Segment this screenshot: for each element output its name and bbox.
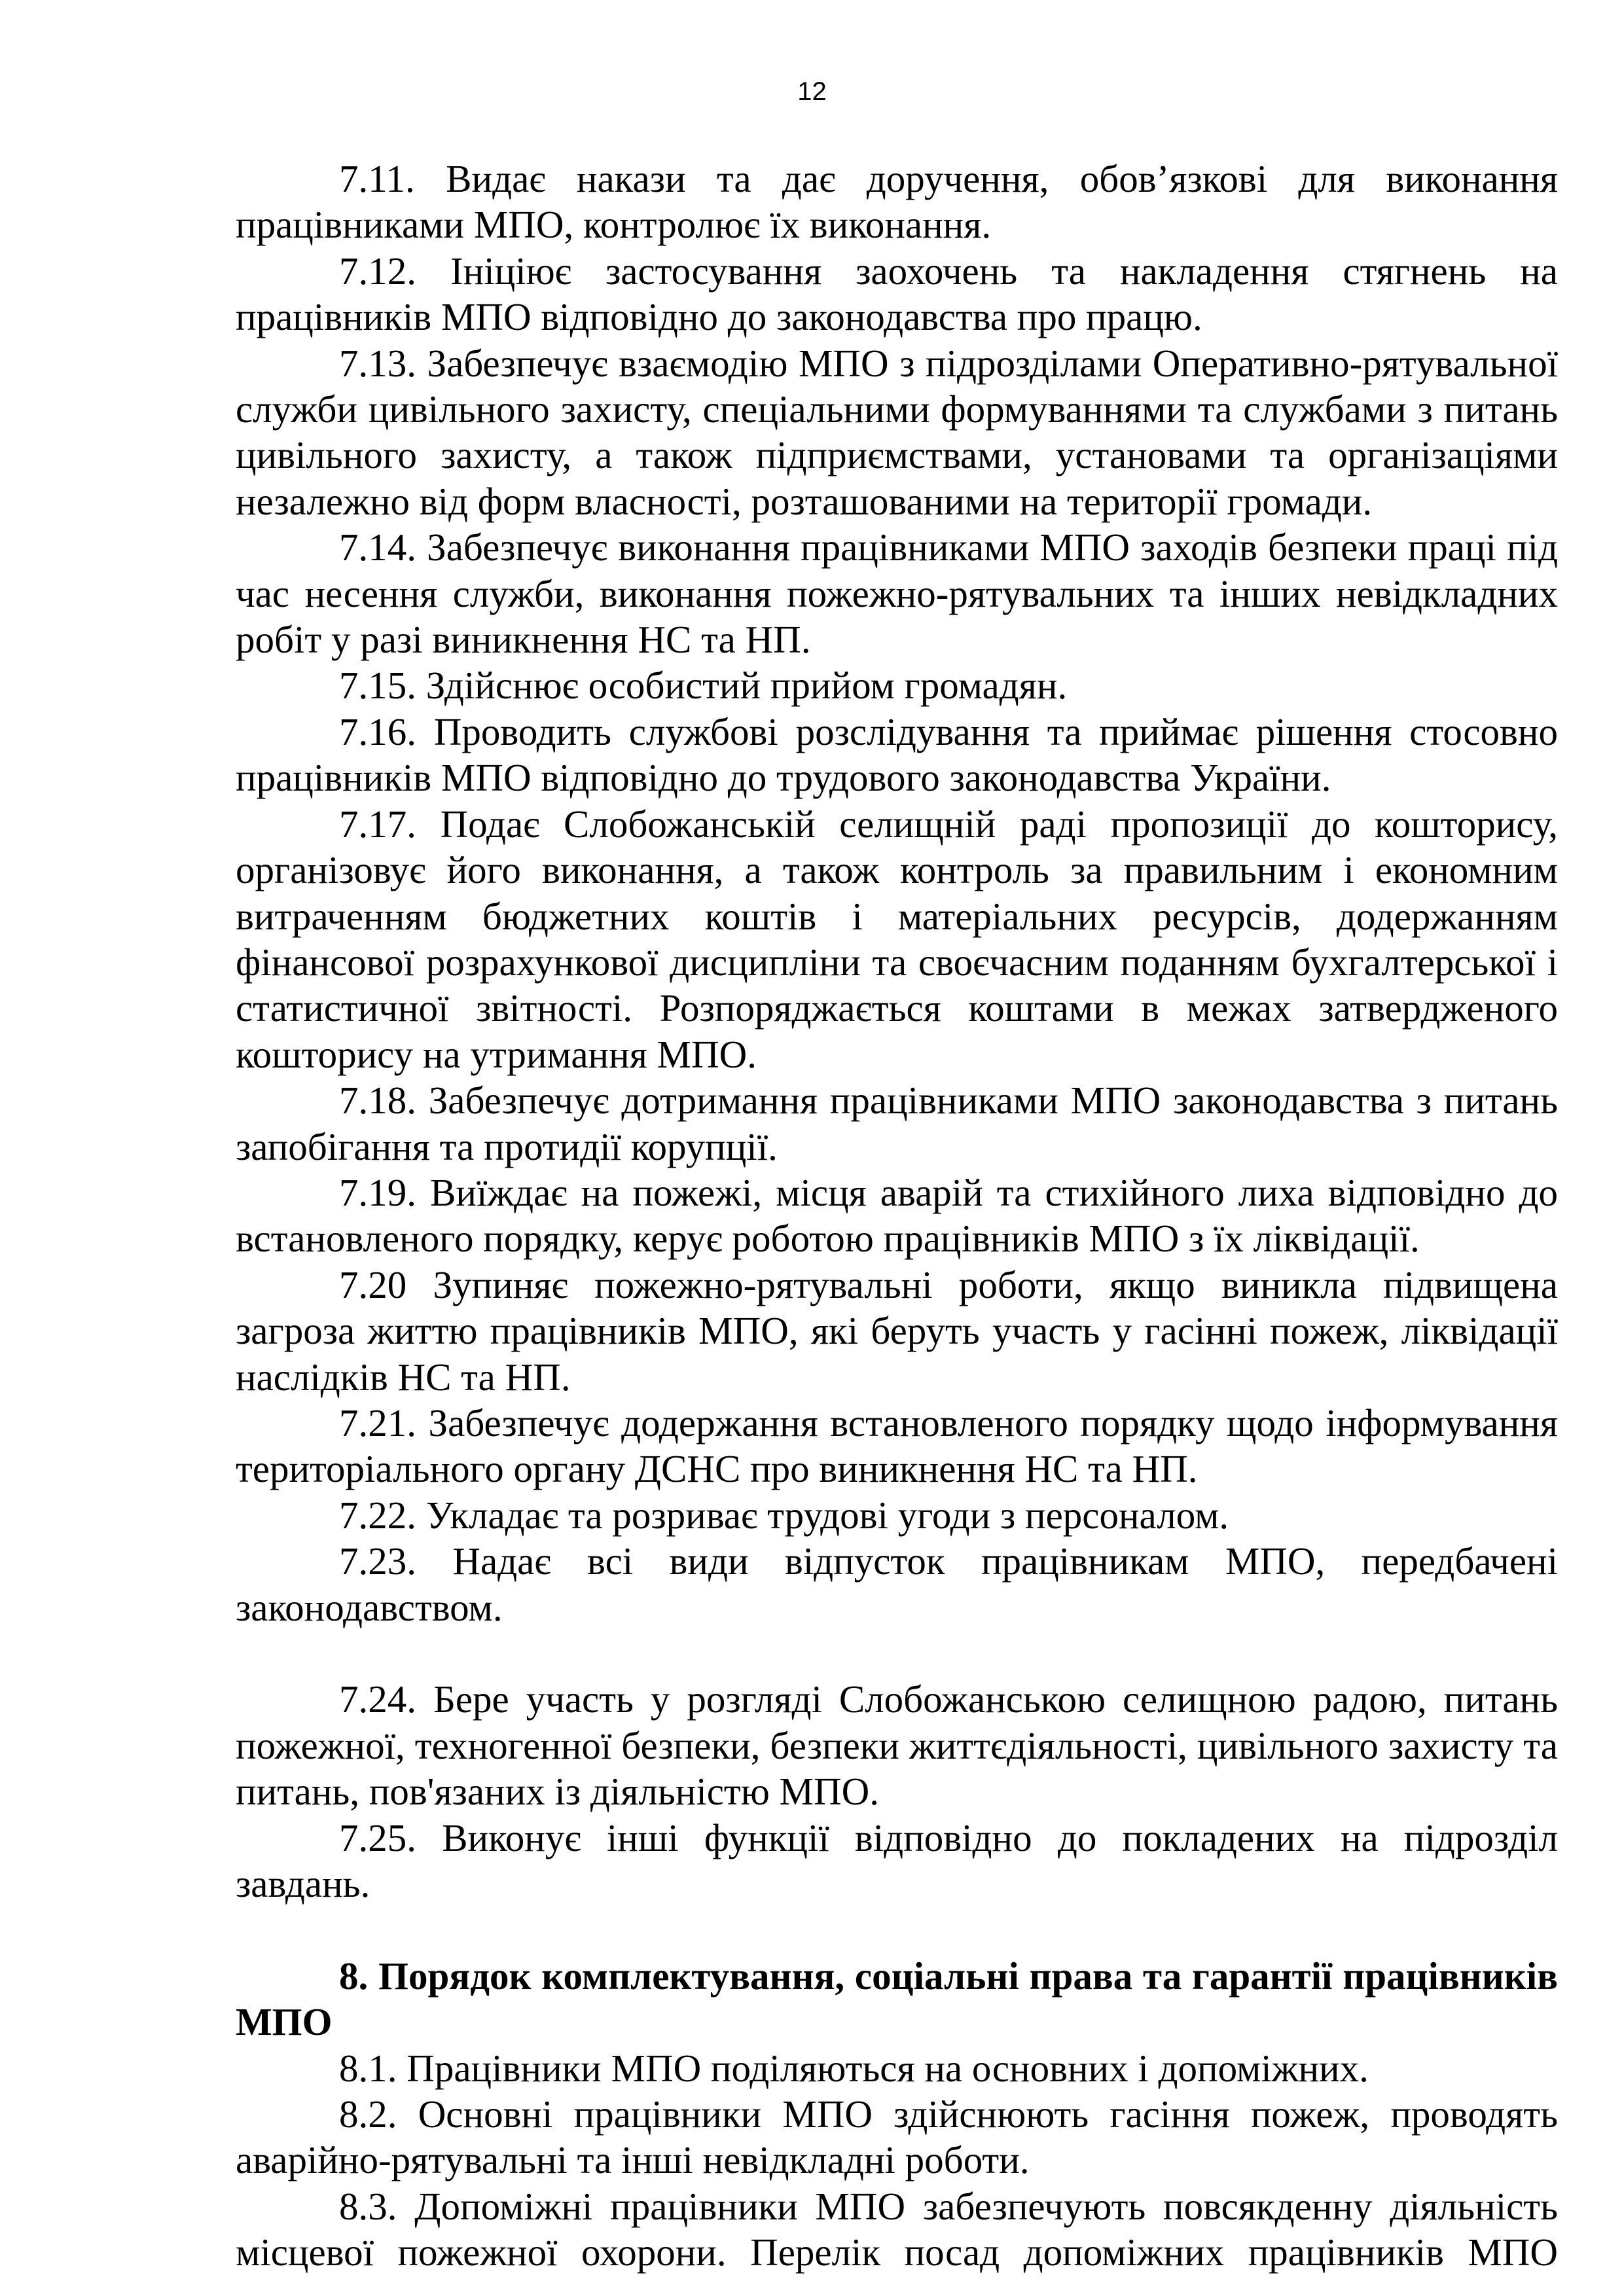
paragraph-7-22: 7.22. Укладає та розриває трудові угоди з персоналом. (339, 1493, 1229, 1537)
paragraph-7-25: 7.25. Виконує інші функції відповідно до покладених на підрозділ завдань. (236, 1816, 1558, 1906)
paragraph-7-11: 7.11. Видає накази та дає доручення, обов’язкові для виконання працівниками МПО, контролює їх виконання. (236, 157, 1558, 247)
paragraph-7-12: 7.12. Ініціює застосування заохочень та накладення стягнень на працівників МПО відповідно до законодавства про працю. (236, 249, 1558, 339)
paragraph-7-24: 7.24. Бере участь у розгляді Слобожанською селищною радою, питань пожежної, техногенної безпеки, безпеки життєдіяльності, цивільного захисту та питань, пов'язаних із діяльністю МПО. (236, 1677, 1558, 1814)
paragraph-7-20: 7.20 Зупиняє пожежно-рятувальні роботи, якщо виникла підвищена загроза життю працівників МПО, які беруть участь у гасінні пожеж, ліквідації наслідків НС та НП. (236, 1263, 1558, 1399)
section-8-heading: 8. Порядок комплектування, соціальні права та гарантії працівників МПО (236, 1954, 1558, 2044)
paragraph-7-16: 7.16. Проводить службові розслідування та приймає рішення стосовно працівників МПО відповідно до трудового законодавства України. (236, 709, 1558, 800)
page-number: 12 (797, 77, 827, 106)
paragraph-7-14: 7.14. Забезпечує виконання працівниками МПО заходів безпеки праці під час несення служби, виконання пожежно-рятувальних та інших невідкладних робіт у разі виникнення НС та НП. (236, 526, 1558, 662)
paragraph-7-18: 7.18. Забезпечує дотримання працівниками МПО законодавства з питань запобігання та протидії корупції. (236, 1079, 1558, 1168)
paragraph-8-2: 8.2. Основні працівники МПО здійснюють гасіння пожеж, проводять аварійно-рятувальні та інші невідкладні роботи. (236, 2092, 1558, 2182)
paragraph-7-23: 7.23. Надає всі види відпусток працівникам МПО, передбачені законодавством. (236, 1539, 1558, 1629)
paragraph-8-1: 8.1. Працівники МПО поділяються на основних і допоміжних. (339, 2046, 1369, 2090)
paragraph-7-13: 7.13. Забезпечує взаємодію МПО з підрозділами Оперативно-рятувальної служби цивільного захисту, спеціальними формуваннями та службами з питань цивільного захисту, а також підприємствами, установами та організаціями незалежно від форм власності, розташованими на території громади. (236, 341, 1558, 523)
document-body (236, 156, 1558, 2276)
paragraph-7-15: 7.15. Здійснює особистий прийом громадян. (339, 664, 1068, 708)
paragraph-7-21: 7.21. Забезпечує додержання встановленого порядку щодо інформування територіального органу ДСНС про виникнення НС та НП. (236, 1401, 1558, 1491)
paragraph-7-17: 7.17. Подає Слобожанській селищній раді пропозиції до кошторису, організовує його виконання, а також контроль за правильним і економним витраченням бюджетних коштів і матеріальних ресурсів, додержанням фінансової розрахункової дисципліни та своєчасним поданням бухгалтерської і статистичної звітності. Розпоряджається коштами в межах затвердженого кошторису на утримання МПО. (236, 802, 1558, 1076)
paragraph-7-19: 7.19. Виїждає на пожежі, місця аварій та стихійного лиха відповідно до встановленого порядку, керує роботою працівників МПО з їх ліквідації. (236, 1170, 1558, 1261)
paragraph-8-3: 8.3. Допоміжні працівники МПО забезпечують повсякденну діяльність місцевої пожежної охорони. Перелік посад допоміжних працівників МПО (236, 2184, 1558, 2274)
